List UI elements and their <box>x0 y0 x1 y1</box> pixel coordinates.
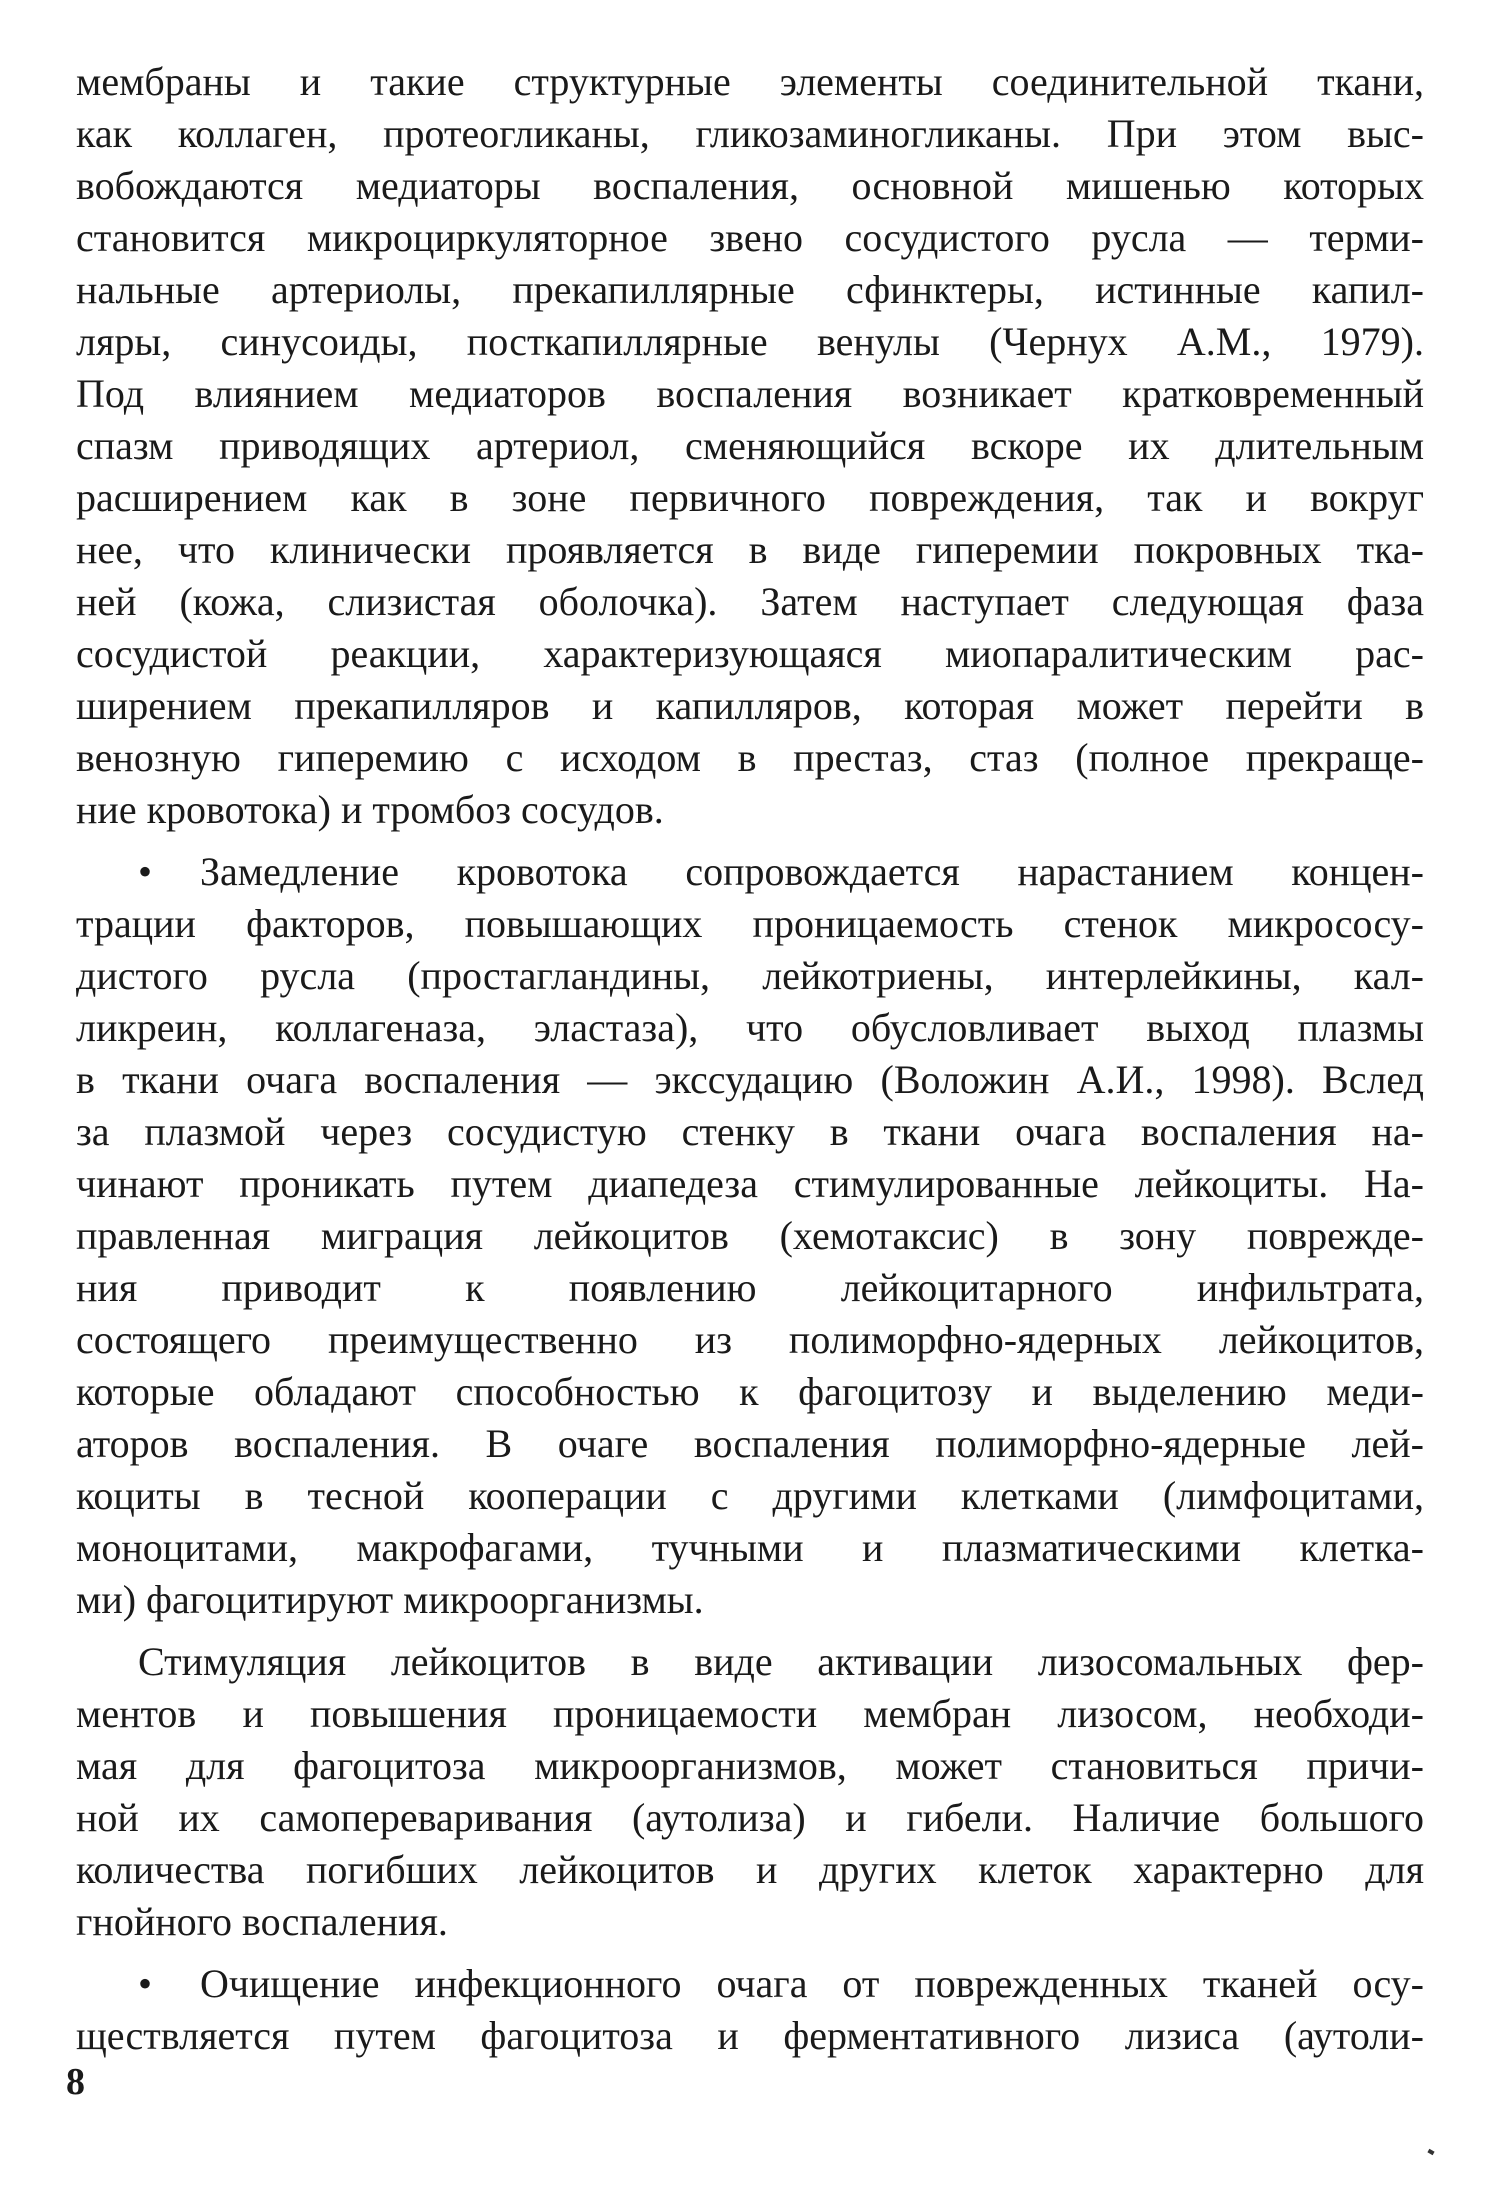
text-line: ликреин, коллагеназа, эластаза), что обусловливает выход плазмы <box>76 1005 1424 1050</box>
text-line: коциты в тесной кооперации с другими клетками (лимфоцитами, <box>76 1473 1424 1518</box>
text-line: дистого русла (простагландины, лейкотриены, интерлейкины, кал- <box>76 953 1424 998</box>
text-line: ней (кожа, слизистая оболочка). Затем наступает следующая фаза <box>76 579 1424 624</box>
page-body-text <box>76 56 1424 2062</box>
text-line: ной их самопереваривания (аутолиза) и гибели. Наличие большого <box>76 1795 1424 1840</box>
text-line: мембраны и такие структурные элементы соединительной ткани, <box>76 59 1424 104</box>
text-line: аторов воспаления. В очаге воспаления полиморфно-ядерные лей- <box>76 1421 1424 1466</box>
text-line: количества погибших лейкоцитов и других клеток характерно для <box>76 1847 1424 1892</box>
text-line: чинают проникать путем диапедеза стимулированные лейкоциты. На- <box>76 1161 1424 1206</box>
text-line: Под влиянием медиаторов воспаления возникает кратковременный <box>76 371 1424 416</box>
text-line: сосудистой реакции, характеризующаяся миопаралитическим рас- <box>76 631 1424 676</box>
text-line: спазм приводящих артериол, сменяющийся вскоре их длительным <box>76 423 1424 468</box>
text-line: гнойного воспаления. <box>76 1899 448 1944</box>
bullet-point: • <box>138 1961 153 2006</box>
text-line: состоящего преимущественно из полиморфно-ядерных лейкоцитов, <box>76 1317 1424 1362</box>
text-line-first <box>76 1958 1424 2010</box>
text-line: которые обладают способностью к фагоцитозу и выделению меди- <box>76 1369 1424 1414</box>
text-line: моноцитами, макрофагами, тучными и плазматическими клетка- <box>76 1525 1424 1570</box>
scan-artifact <box>1427 2149 1434 2155</box>
text-line: в ткани очага воспаления — экссудацию (Воложин А.И., 1998). Вслед <box>76 1057 1424 1102</box>
page-number: 8 <box>66 2061 85 2103</box>
bullet-point: • <box>138 849 153 894</box>
text-line: как коллаген, протеогликаны, гликозаминогликаны. При этом выс- <box>76 111 1424 156</box>
text-line: трации факторов, повышающих проницаемость стенок микрососу- <box>76 901 1424 946</box>
paragraph-leukocyte-stimulation <box>76 1636 1424 1948</box>
text-line: нальные артериолы, прекапиллярные сфинктеры, истинные капил- <box>76 267 1424 312</box>
text-line: ния приводит к появлению лейкоцитарного инфильтрата, <box>76 1265 1424 1310</box>
text-line-content: Замедление кровотока сопровождается нарастанием концен- <box>200 849 1424 894</box>
text-line: Стимуляция лейкоцитов в виде активации лизосомальных фер- <box>138 1639 1424 1684</box>
paragraph-continuation <box>76 56 1424 836</box>
text-line: ляры, синусоиды, посткапиллярные венулы (Чернух А.М., 1979). <box>76 319 1424 364</box>
paragraph-bullet-slowdown <box>76 846 1424 1626</box>
text-line: расширением как в зоне первичного повреждения, так и вокруг <box>76 475 1424 520</box>
text-line: становится микроциркуляторное звено сосудистого русла — терми- <box>76 215 1424 260</box>
text-line: вобождаются медиаторы воспаления, основной мишенью которых <box>76 163 1424 208</box>
text-line: мая для фагоцитоза микроорганизмов, может становиться причи- <box>76 1743 1424 1788</box>
text-line: ширением прекапилляров и капилляров, которая может перейти в <box>76 683 1424 728</box>
text-line: венозную гиперемию с исходом в престаз, стаз (полное прекраще- <box>76 735 1424 780</box>
text-line: ние кровотока) и тромбоз сосудов. <box>76 787 664 832</box>
text-line: ществляется путем фагоцитоза и ферментативного лизиса (аутоли- <box>76 2013 1424 2058</box>
text-line: ментов и повышения проницаемости мембран лизосом, необходи- <box>76 1691 1424 1736</box>
text-line: за плазмой через сосудистую стенку в ткани очага воспаления на- <box>76 1109 1424 1154</box>
text-line-first <box>76 846 1424 898</box>
text-line-content: Очищение инфекционного очага от поврежденных тканей осу- <box>200 1961 1424 2006</box>
paragraph-bullet-cleansing <box>76 1958 1424 2062</box>
text-line: правленная миграция лейкоцитов (хемотаксис) в зону поврежде- <box>76 1213 1424 1258</box>
text-line: ми) фагоцитируют микроорганизмы. <box>76 1577 704 1622</box>
text-line: нее, что клинически проявляется в виде гиперемии покровных тка- <box>76 527 1424 572</box>
